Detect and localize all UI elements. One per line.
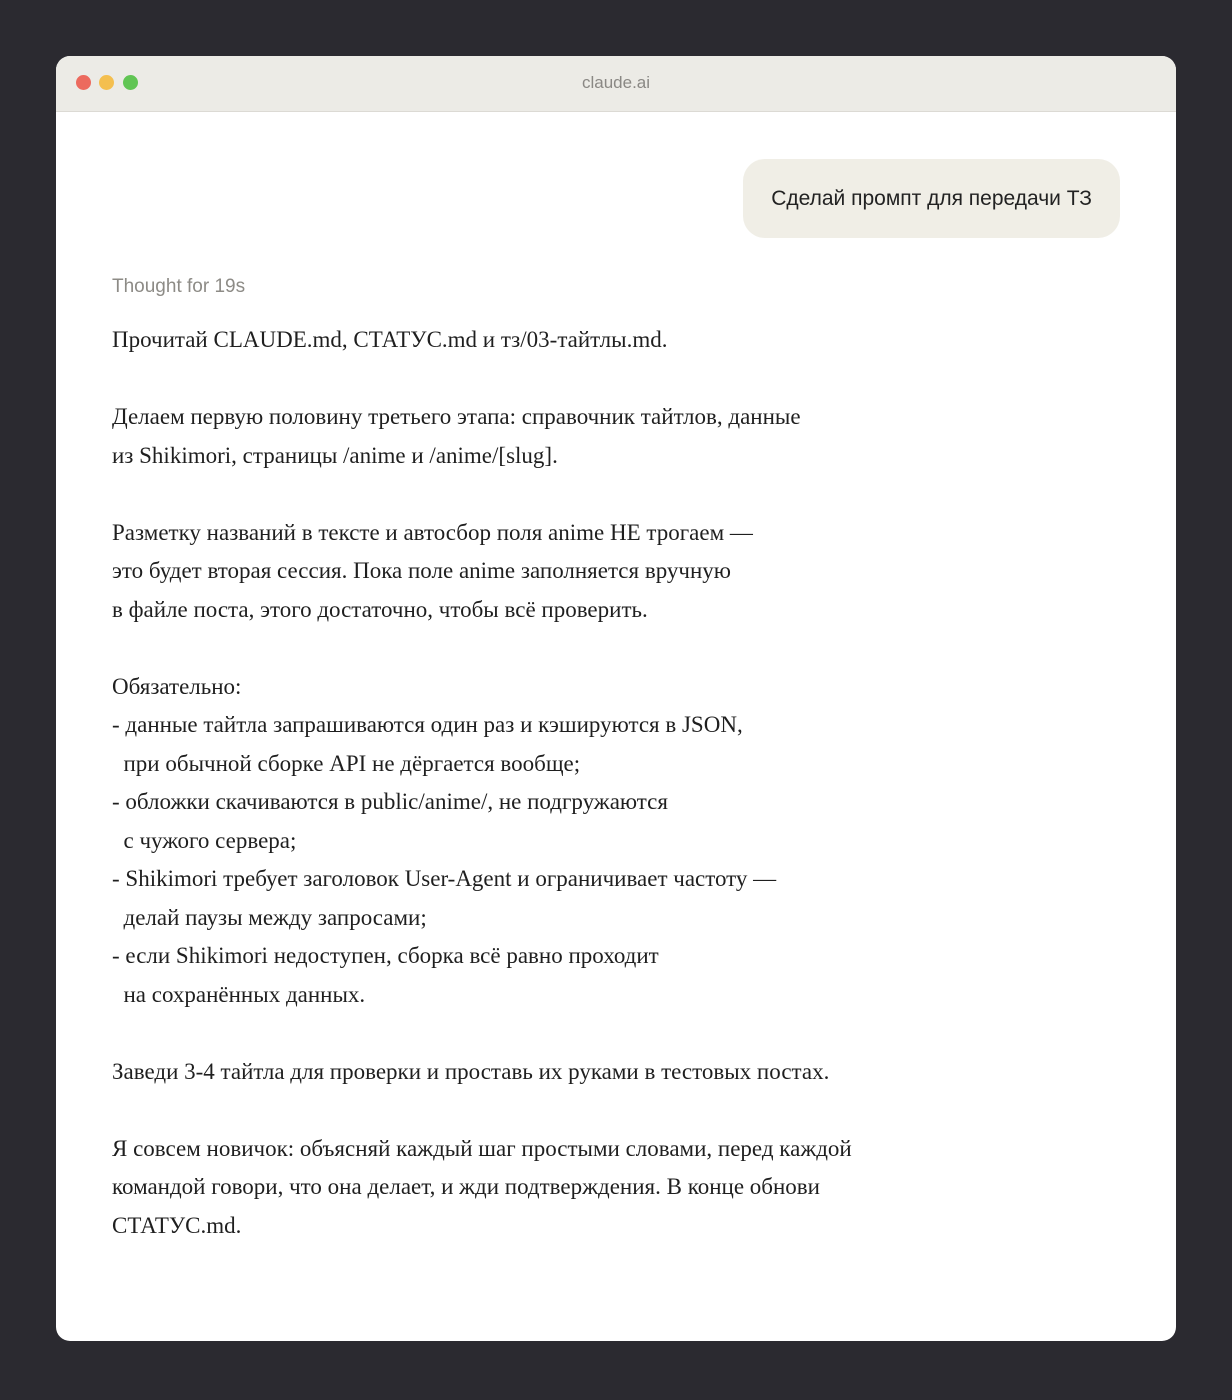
response-line: при обычной сборке API не дёргается вообще;: [112, 750, 581, 776]
response-line: Прочитай CLAUDE.md, СТАТУС.md и тз/03-тайтлы.md.: [112, 327, 668, 352]
response-line: - данные тайтла запрашиваются один раз и кэшируются в JSON,: [112, 712, 743, 737]
response-line: Делаем первую половину третьего этапа: справочник тайтлов, данные: [112, 404, 801, 429]
response-line: Я совсем новичок: объясняй каждый шаг простыми словами, перед каждой: [112, 1135, 852, 1161]
response-line: это будет вторая сессия. Пока поле anime заполняется вручную: [112, 558, 731, 583]
response-line: [112, 629, 1112, 668]
thought-duration-label[interactable]: Thought for 19s: [112, 276, 246, 297]
response-line: - если Shikimori недоступен, сборка всё равно проходит: [112, 943, 659, 968]
response-line: Разметку названий в тексте и автосбор поля anime НЕ трогаем —: [112, 519, 753, 545]
response-line: [112, 360, 1112, 399]
response-line: СТАТУС.md.: [112, 1212, 242, 1238]
response-line: [112, 1014, 1112, 1053]
browser-window: [56, 56, 1176, 1341]
response-line: на сохранённых данных.: [112, 981, 366, 1007]
response-line: Заведи 3-4 тайтла для проверки и проставь их руками в тестовых постах.: [112, 1058, 830, 1084]
response-line: из Shikimori, страницы /anime и /anime/[slug].: [112, 442, 558, 468]
assistant-response: [112, 321, 1112, 1245]
response-line: командой говори, что она делает, и жди подтверждения. В конце обнови: [112, 1174, 820, 1199]
user-message-bubble: Сделай промпт для передачи ТЗ: [743, 159, 1120, 238]
window-title: claude.ai: [581, 73, 651, 92]
response-line: Обязательно:: [112, 673, 242, 699]
response-line: [112, 475, 1112, 514]
response-line: - обложки скачиваются в public/anime/, не подгружаются: [112, 789, 668, 814]
window-titlebar: [56, 56, 1176, 112]
response-line: - Shikimori требует заголовок User-Agent и ограничивает частоту —: [112, 866, 777, 891]
response-line: в файле поста, этого достаточно, чтобы всё проверить.: [112, 596, 648, 622]
response-line: [112, 1091, 1112, 1130]
response-line: с чужого сервера;: [112, 827, 297, 853]
response-line: делай паузы между запросами;: [112, 904, 427, 930]
